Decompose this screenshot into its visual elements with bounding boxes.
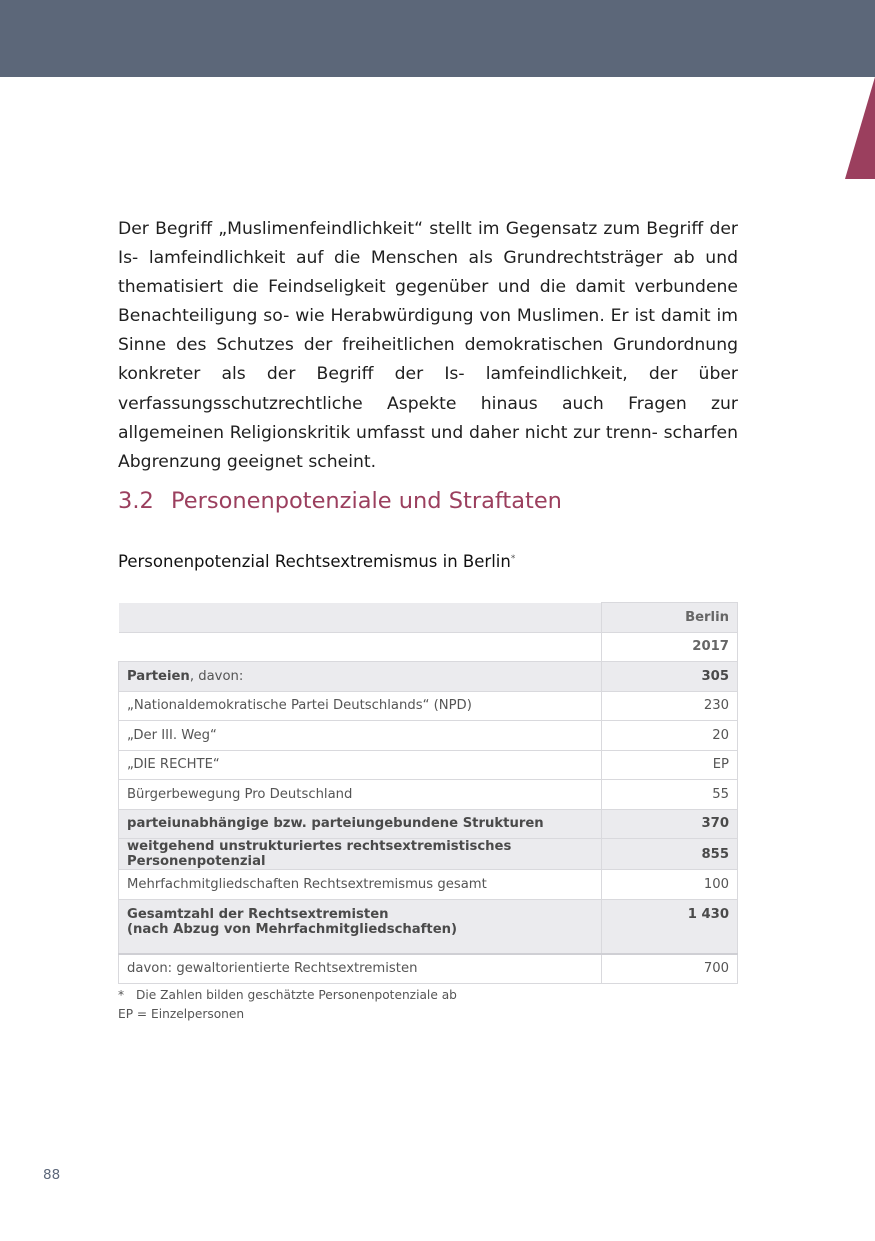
row-value: 305	[602, 662, 738, 692]
row-label: weitgehend unstrukturiertes rechtsextremistisches Personenpotenzial	[119, 839, 602, 870]
table-row	[119, 750, 738, 780]
table-header-blank	[119, 603, 602, 633]
row-label: Gesamtzahl der Rechtsextremisten (nach Abzug von Mehrfachmitgliedschaften)	[119, 899, 602, 954]
row-value: EP	[602, 750, 738, 780]
table-year-row	[119, 632, 738, 662]
table-title-footnote-marker: *	[510, 554, 516, 564]
row-label: Bürgerbewegung Pro Deutschland	[119, 780, 602, 810]
row-label: Mehrfachmitgliedschaften Rechtsextremismus gesamt	[119, 870, 602, 900]
row-value: 55	[602, 780, 738, 810]
table-header-row	[119, 603, 738, 633]
table-row	[119, 691, 738, 721]
table-row	[119, 809, 738, 839]
section-heading	[118, 488, 562, 514]
row-value: 700	[602, 954, 738, 984]
footnote-ep: EP = Einzelpersonen	[118, 1007, 245, 1021]
personenpotenzial-table	[118, 602, 738, 984]
table-footnotes	[118, 986, 457, 1024]
body-paragraph: Der Begriff „Muslimenfeindlichkeit“ stellt im Gegensatz zum Begriff der Is- lamfeindlichkeit auf die Menschen als Grundrechtsträger ab und thematisiert die Feindseligkeit gegenüber und die damit verbundene Benachteiligung so- wie Herabwürdigung von Muslimen. Er ist damit im Sinne des Schutzes der freiheitlichen demokratischen Grundordnung konkreter als der Begriff der Is- lamfeindlichkeit, der über verfassungsschutzrechtliche Aspekte hinaus auch Fragen zur allgemeinen Religionskritik umfasst und daher nicht zur trenn- scharfen Abgrenzung geeignet scheint.	[118, 219, 739, 472]
section-number: 3.2	[118, 488, 154, 514]
table-year-blank	[119, 632, 602, 662]
row-value: 1 430	[602, 899, 738, 954]
table-row-total	[119, 899, 738, 954]
row-label: davon: gewaltorientierte Rechtsextremisten	[119, 954, 602, 984]
table-title: Personenpotenzial Rechtsextremismus in Berlin*	[118, 552, 516, 571]
table-row	[119, 780, 738, 810]
row-value: 230	[602, 691, 738, 721]
row-label: Parteien, davon:	[119, 662, 602, 692]
accent-tab	[845, 77, 875, 179]
table-row	[119, 839, 738, 870]
table-row	[119, 662, 738, 692]
row-value: 855	[602, 839, 738, 870]
row-label: „Nationaldemokratische Partei Deutschlands“ (NPD)	[119, 691, 602, 721]
section-title: Personenpotenziale und Straftaten	[171, 488, 562, 514]
row-value: 100	[602, 870, 738, 900]
row-label: parteiunabhängige bzw. parteiungebundene Strukturen	[119, 809, 602, 839]
table-row	[119, 954, 738, 984]
table-row	[119, 870, 738, 900]
row-value: 20	[602, 721, 738, 751]
page-number: 88	[43, 1167, 61, 1183]
row-label: „Der III. Weg“	[119, 721, 602, 751]
row-value: 370	[602, 809, 738, 839]
row-label: „DIE RECHTE“	[119, 750, 602, 780]
header-bar	[0, 0, 875, 77]
footnote-star: * Die Zahlen bilden geschätzte Personenpotenziale ab	[118, 988, 457, 1002]
column-header-year: 2017	[602, 632, 738, 662]
column-header-berlin: Berlin	[602, 603, 738, 633]
table-row	[119, 721, 738, 751]
